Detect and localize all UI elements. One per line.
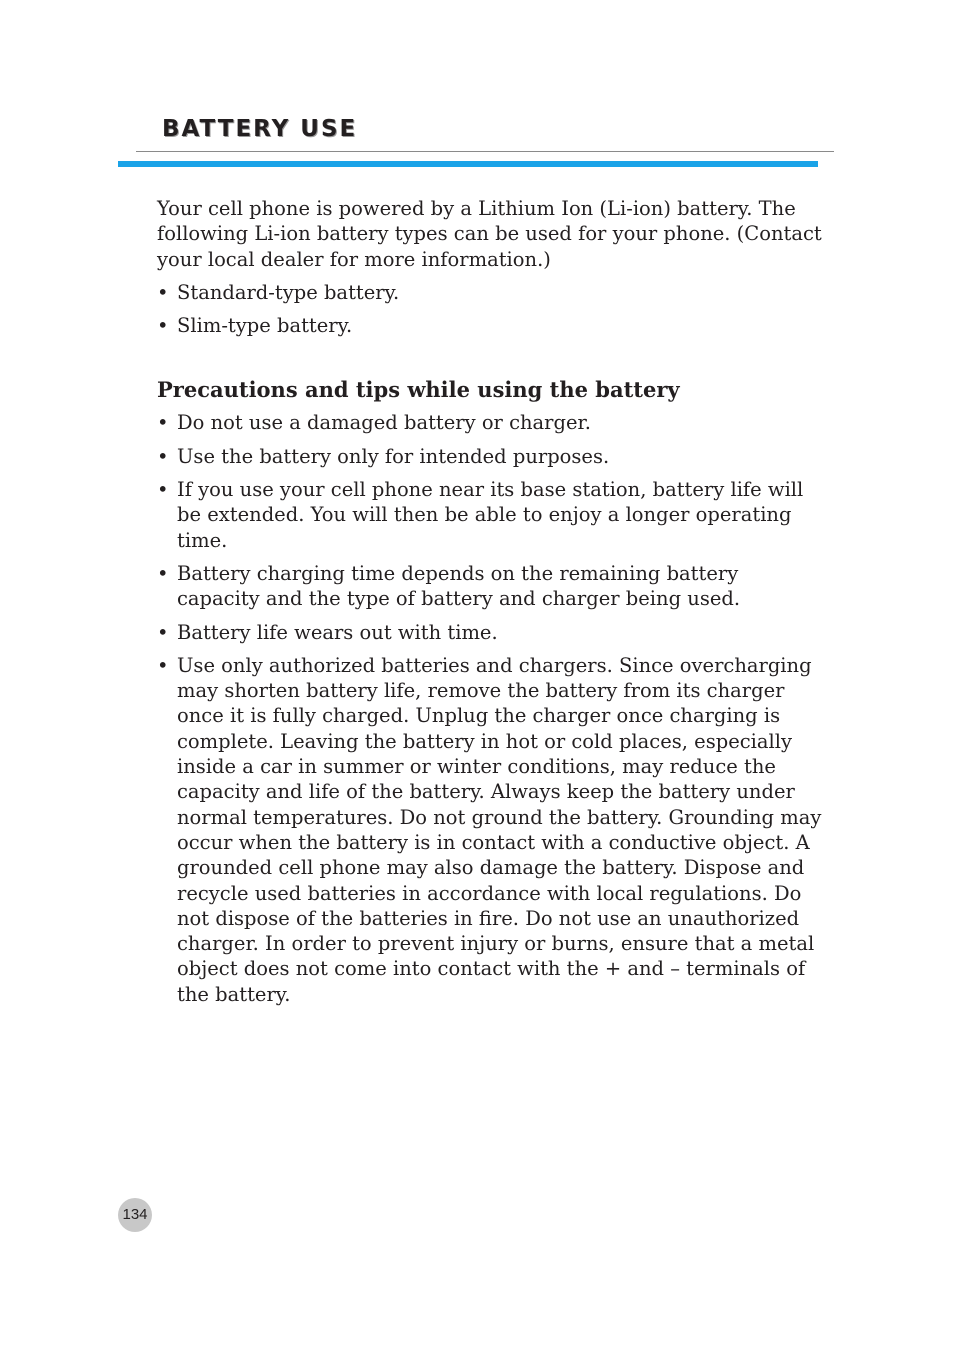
header-divider-thin (136, 151, 834, 152)
header-divider-accent (118, 161, 818, 167)
page-number-badge: 134 (118, 1198, 152, 1232)
intro-paragraph: Your cell phone is powered by a Lithium Ion (Li-ion) battery. The following Li-ion battery types can be used for your phone. (Contact your local dealer for more information.) (157, 197, 822, 271)
list-item: • Use only authorized batteries and chargers. Since overcharging may shorten battery life, remove the battery from its charger once it is fully charged. Unplug the charger once charging is complete. Leaving the battery in hot or cold places, especially inside a car in summer or winter conditions, may reduce the capacity and life of the battery. Always keep the battery under normal temperatures. Do not ground the battery. Grounding may occur when the battery is in contact with a conductive object. A grounded cell phone may also damage the battery. Dispose and recycle used batteries in accordance with local regulations. Do not dispose of the batteries in fire. Do not use an unauthorized charger. In order to prevent injury or burns, ensure that a metal object does not come into contact with the + and – terminals of the battery. (157, 653, 822, 1007)
list-item: • Battery life wears out with time. (157, 620, 822, 645)
battery-types-list (157, 280, 822, 339)
section-heading: Precautions and tips while using the battery (157, 377, 680, 403)
list-item: • Use the battery only for intended purposes. (157, 444, 822, 469)
precautions-list (157, 410, 822, 1007)
main-content (157, 196, 822, 1015)
list-item: • Slim-type battery. (157, 313, 822, 338)
list-item: • Standard-type battery. (157, 280, 822, 305)
list-item: • If you use your cell phone near its base station, battery life will be extended. You will then be able to enjoy a longer operating time. (157, 477, 822, 553)
list-item: • Battery charging time depends on the remaining battery capacity and the type of battery and charger being used. (157, 561, 822, 612)
page-title: BATTERY USE (162, 116, 358, 142)
list-item: • Do not use a damaged battery or charger. (157, 410, 822, 435)
